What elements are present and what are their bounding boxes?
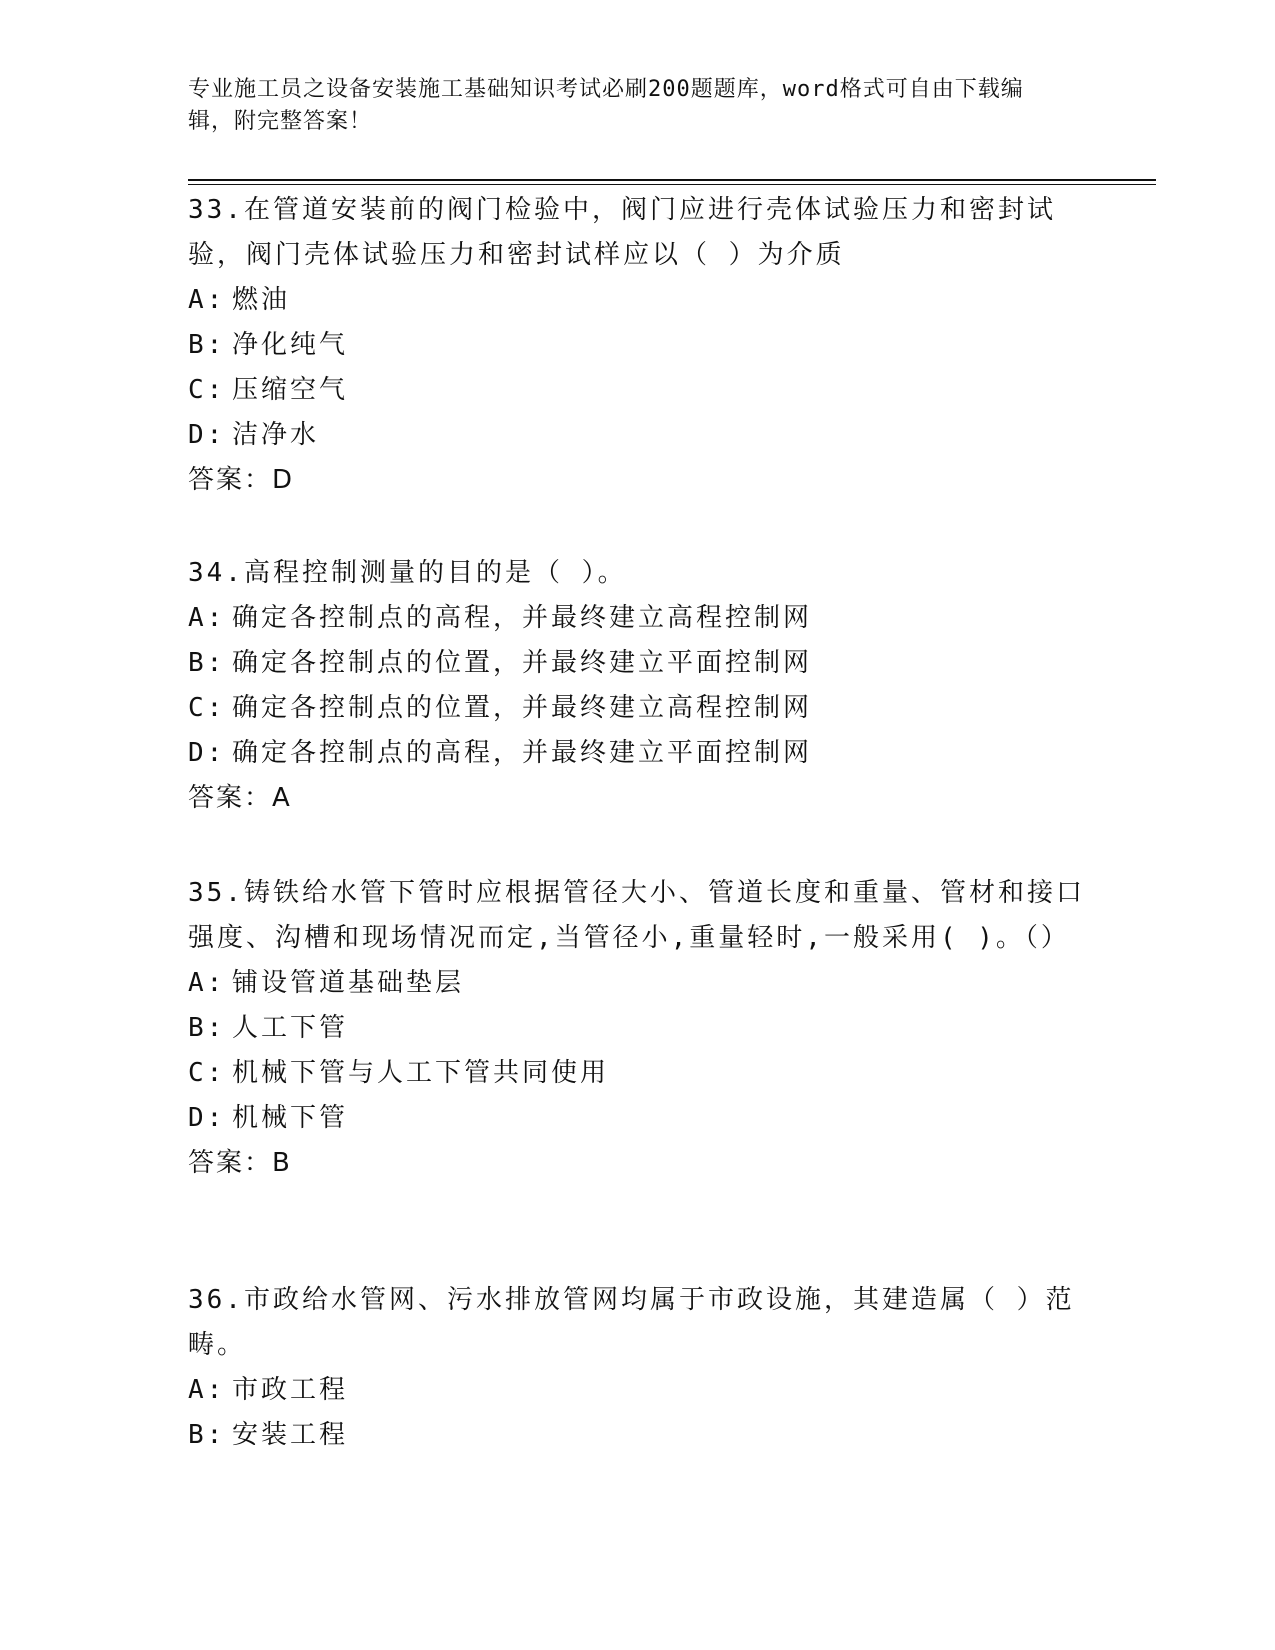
option-text: 铺设管道基础垫层 — [232, 968, 465, 998]
option-letter: B: — [188, 1420, 226, 1450]
option-d — [188, 731, 1088, 776]
option-letter: C: — [188, 693, 226, 723]
question-text: 36.市政给水管网、污水排放管网均属于市政设施，其建造属（ ）范畴。 — [188, 1285, 1075, 1360]
option-b — [188, 323, 1088, 368]
header-rule-bottom — [188, 184, 1156, 185]
option-b — [188, 641, 1088, 686]
option-letter: D: — [188, 1103, 226, 1133]
question-33 — [188, 188, 1088, 503]
option-text: 燃油 — [232, 285, 291, 315]
option-letter: D: — [188, 738, 226, 768]
answer-line: 答案：A — [188, 783, 292, 813]
option-text: 压缩空气 — [232, 375, 349, 405]
option-c — [188, 1051, 1088, 1096]
option-b — [188, 1006, 1088, 1051]
option-letter: A: — [188, 968, 226, 998]
option-d — [188, 413, 1088, 458]
option-text: 机械下管与人工下管共同使用 — [232, 1058, 610, 1088]
document-header: 专业施工员之设备安装施工基础知识考试必刷200题题库，word格式可自由下载编辑，附完整答案！ — [188, 77, 1024, 134]
option-text: 确定各控制点的位置，并最终建立高程控制网 — [232, 693, 813, 723]
option-d — [188, 1096, 1088, 1141]
question-text: 34.高程控制测量的目的是（ ）。 — [188, 558, 627, 588]
option-a — [188, 1368, 1088, 1413]
option-letter: B: — [188, 1013, 226, 1043]
option-text: 安装工程 — [232, 1420, 349, 1450]
option-letter: C: — [188, 1058, 226, 1088]
option-letter: B: — [188, 330, 226, 360]
option-text: 洁净水 — [232, 420, 320, 450]
option-text: 机械下管 — [232, 1103, 349, 1133]
option-c — [188, 368, 1088, 413]
option-a — [188, 278, 1088, 323]
option-b — [188, 1413, 1088, 1458]
question-36 — [188, 1278, 1088, 1458]
option-c — [188, 686, 1088, 731]
option-letter: D: — [188, 420, 226, 450]
option-letter: A: — [188, 1375, 226, 1405]
option-text: 净化纯气 — [232, 330, 349, 360]
option-a — [188, 961, 1088, 1006]
answer-line: 答案：D — [188, 465, 295, 495]
option-text: 确定各控制点的高程，并最终建立高程控制网 — [232, 603, 813, 633]
option-text: 确定各控制点的高程，并最终建立平面控制网 — [232, 738, 813, 768]
option-letter: C: — [188, 375, 226, 405]
question-34 — [188, 551, 1088, 821]
option-text: 市政工程 — [232, 1375, 349, 1405]
answer-line: 答案：B — [188, 1148, 292, 1178]
question-text: 33.在管道安装前的阀门检验中，阀门应进行壳体试验压力和密封试验，阀门壳体试验压力和密封试样应以（ ）为介质 — [188, 195, 1056, 270]
question-35 — [188, 871, 1088, 1186]
option-letter: A: — [188, 285, 226, 315]
header-rule-top — [188, 179, 1156, 181]
option-a — [188, 596, 1088, 641]
question-text: 35.铸铁给水管下管时应根据管径大小、管道长度和重量、管材和接口强度、沟槽和现场情况而定,当管径小,重量轻时,一般采用( )。（） — [188, 878, 1085, 953]
option-text: 确定各控制点的位置，并最终建立平面控制网 — [232, 648, 813, 678]
option-letter: A: — [188, 603, 226, 633]
option-text: 人工下管 — [232, 1013, 349, 1043]
option-letter: B: — [188, 648, 226, 678]
